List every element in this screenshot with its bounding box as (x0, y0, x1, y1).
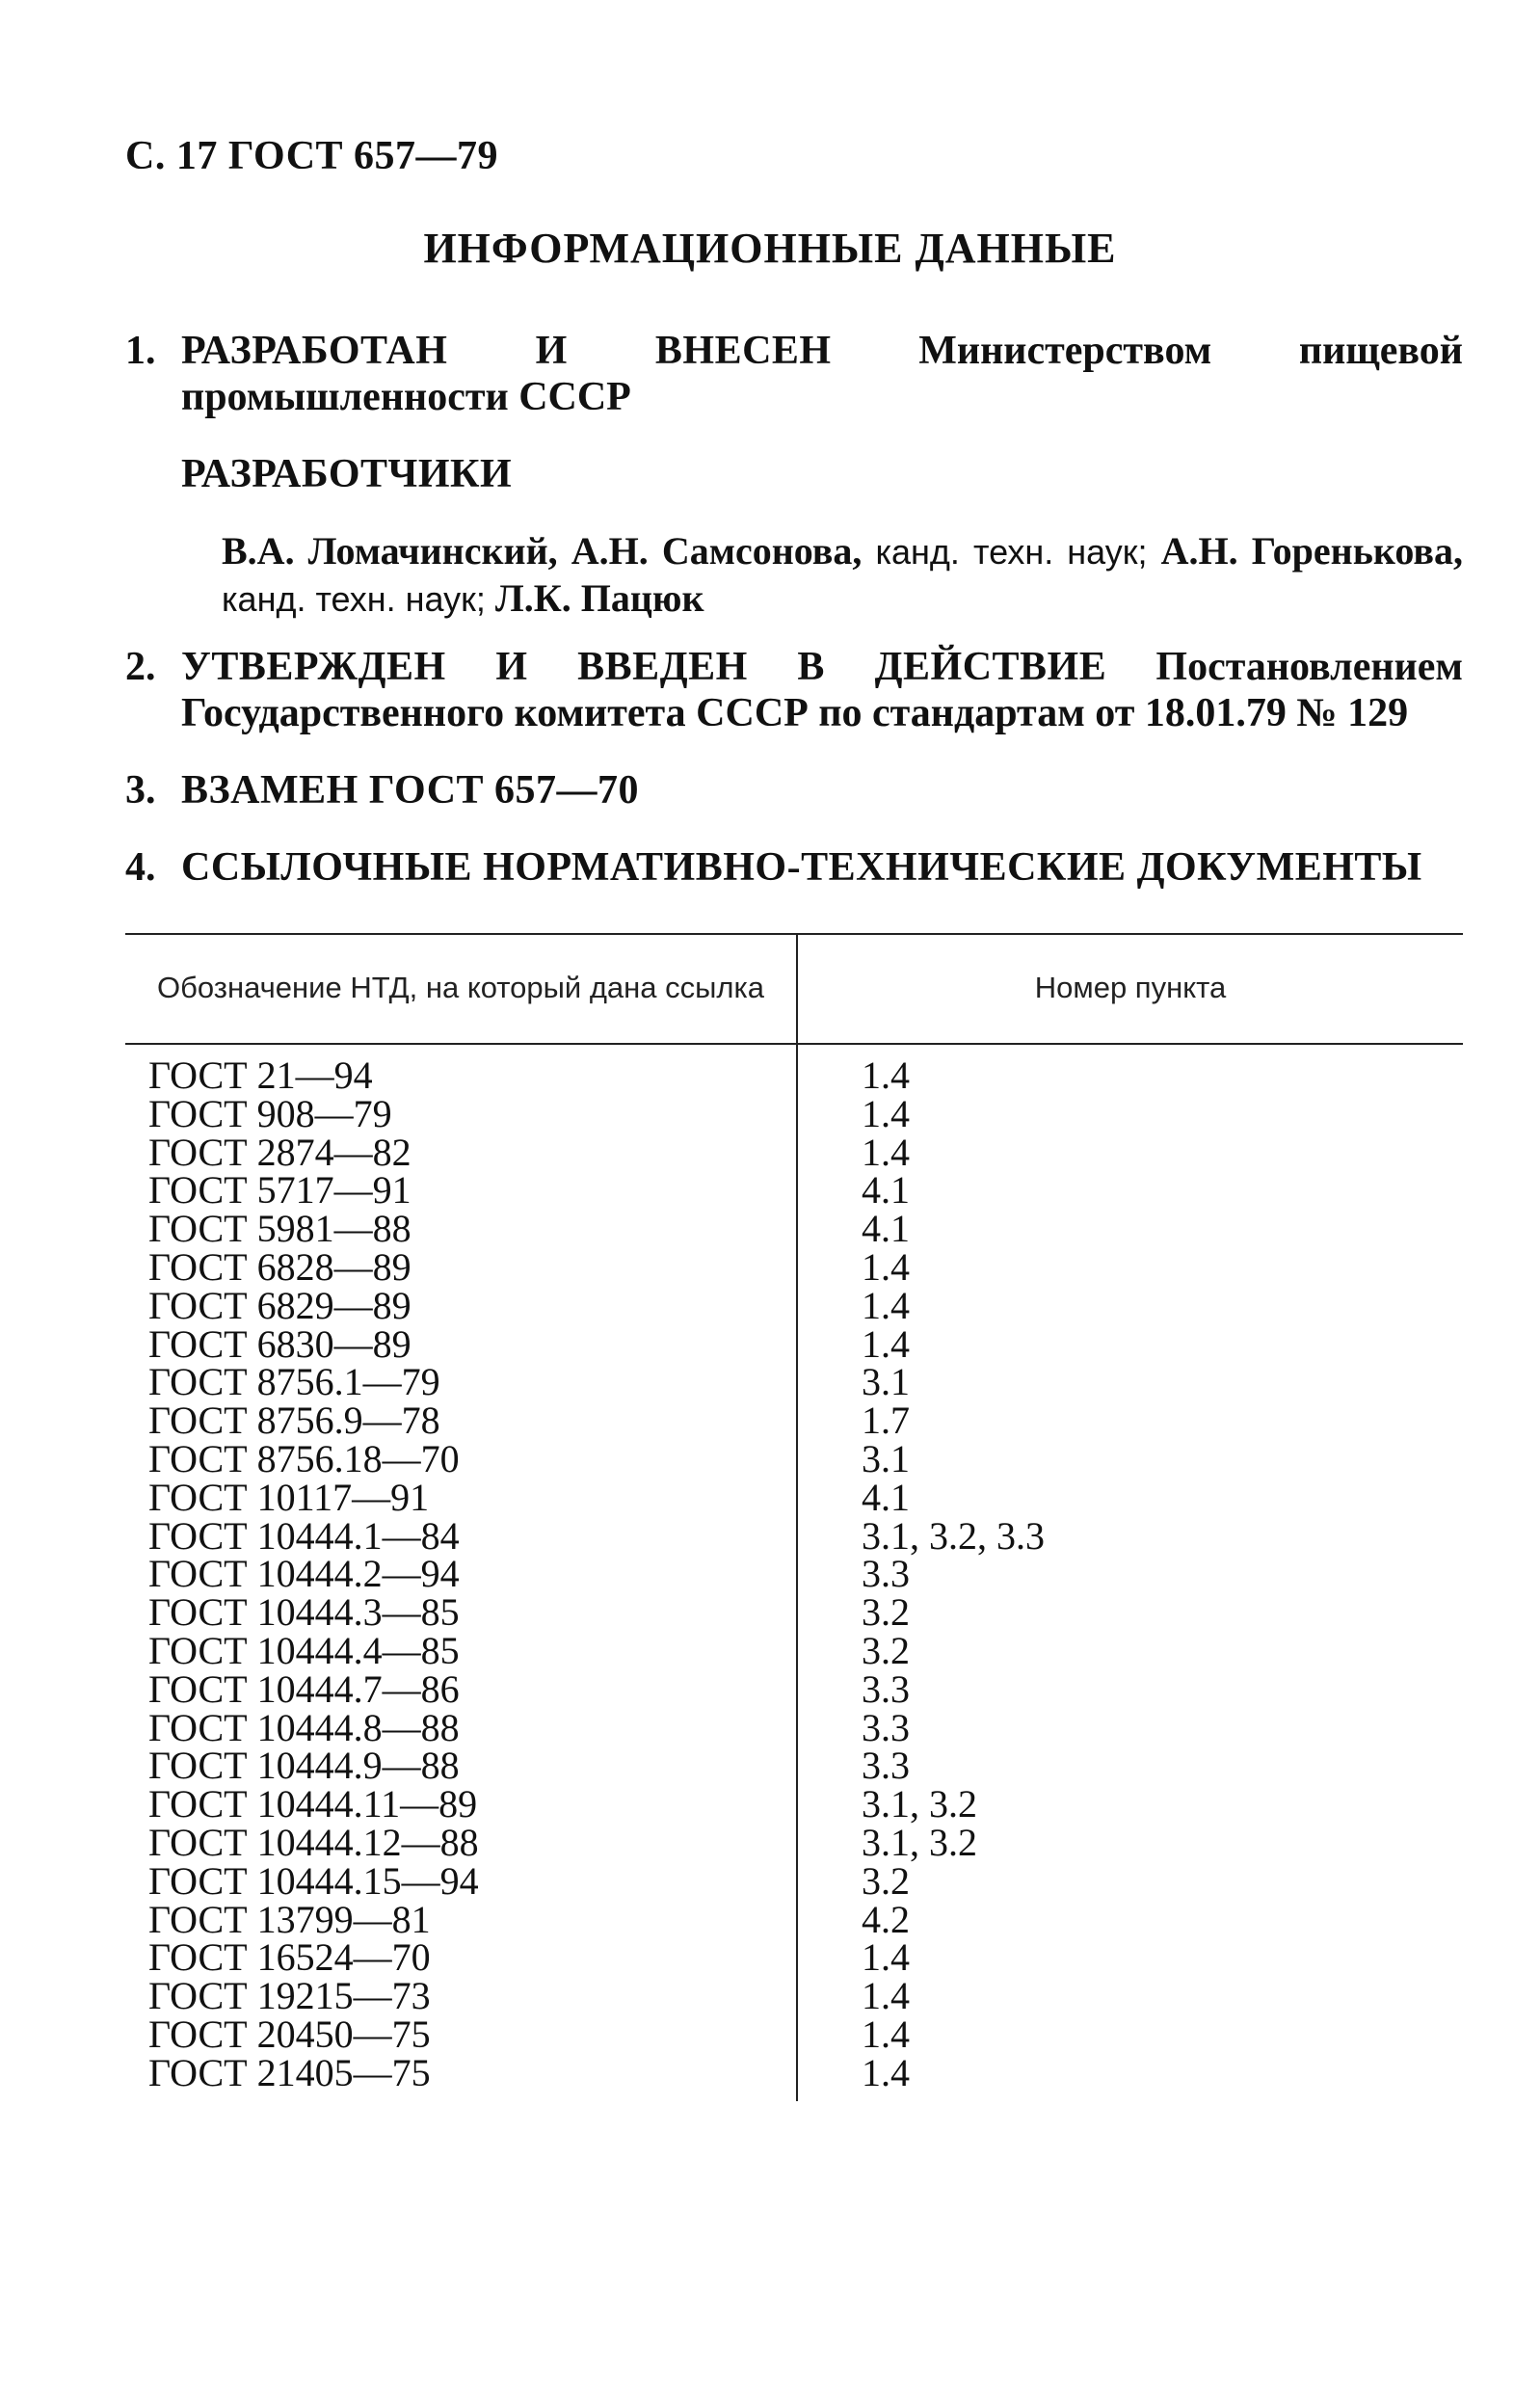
row-clause: 3.3 (862, 1744, 910, 1788)
table-row (125, 2012, 1463, 2056)
table-row (125, 1513, 1463, 1558)
item-1-caps: РАЗРАБОТАН И ВНЕСЕН (181, 329, 832, 373)
row-document: ГОСТ 10444.3—85 (148, 1590, 460, 1635)
table-row (125, 1974, 1463, 2018)
row-clause: 4.2 (862, 1897, 910, 1941)
row-document: ГОСТ 10444.4—85 (148, 1628, 460, 1672)
table-header-document: Обозначение НТД, на который дана ссылка (157, 971, 764, 1004)
table-row (125, 1130, 1463, 1174)
row-document: ГОСТ 10444.1—84 (148, 1513, 460, 1558)
author-2: А.Н. Самсонова, (571, 529, 863, 573)
table-row (125, 1436, 1463, 1480)
item-2-text: Постановлением Государственного комитета СССР по стандартам от 18.01.79 № 129 (181, 645, 1463, 735)
table-row (125, 1744, 1463, 1788)
author-degree-1: канд. техн. наук; (875, 532, 1148, 572)
row-document: ГОСТ 10444.9—88 (148, 1744, 460, 1788)
row-document: ГОСТ 908—79 (148, 1091, 392, 1135)
table-row (125, 1475, 1463, 1519)
item-1-number: 1. (125, 329, 156, 373)
row-document: ГОСТ 8756.1—79 (148, 1360, 440, 1404)
row-clause: 3.1 (862, 1360, 910, 1404)
row-clause: 1.4 (862, 1244, 910, 1289)
table-row (125, 1552, 1463, 1596)
row-document: ГОСТ 10117—91 (148, 1475, 430, 1519)
table-body (125, 1053, 1463, 2094)
row-document: ГОСТ 6829—89 (148, 1283, 412, 1327)
row-clause: 1.4 (862, 1283, 910, 1327)
row-document: ГОСТ 10444.8—88 (148, 1705, 460, 1749)
row-clause: 1.4 (862, 1321, 910, 1366)
table-top-rule (125, 933, 1463, 935)
item-1-text: Министерством пищевой промышленности СССР (181, 329, 1463, 419)
row-document: ГОСТ 5717—91 (148, 1168, 412, 1213)
row-clause: 4.1 (862, 1207, 910, 1251)
row-clause: 1.7 (862, 1399, 910, 1443)
row-document: ГОСТ 10444.2—94 (148, 1552, 460, 1596)
row-document: ГОСТ 16524—70 (148, 1935, 431, 1980)
table-row (125, 1360, 1463, 1404)
row-clause: 3.3 (862, 1705, 910, 1749)
row-clause: 3.3 (862, 1666, 910, 1711)
row-document: ГОСТ 2874—82 (148, 1130, 412, 1174)
table-row (125, 1244, 1463, 1289)
row-clause: 3.3 (862, 1552, 910, 1596)
table-row (125, 1935, 1463, 1980)
row-document: ГОСТ 13799—81 (148, 1897, 431, 1941)
author-4: Л.К. Пацюк (494, 576, 704, 620)
table-row (125, 1858, 1463, 1903)
page-title: ИНФОРМАЦИОННЫЕ ДАННЫЕ (423, 225, 1117, 272)
row-clause: 1.4 (862, 2050, 910, 2094)
row-document: ГОСТ 21405—75 (148, 2050, 431, 2094)
row-document: ГОСТ 8756.18—70 (148, 1436, 460, 1480)
row-clause: 4.1 (862, 1168, 910, 1213)
row-clause: 3.1 (862, 1436, 910, 1480)
row-clause: 1.4 (862, 1053, 910, 1097)
row-document: ГОСТ 10444.12—88 (148, 1820, 479, 1864)
row-clause: 3.1, 3.2 (862, 1782, 977, 1826)
item-4-text: ССЫЛОЧНЫЕ НОРМАТИВНО-ТЕХНИЧЕСКИЕ ДОКУМЕНТЫ (181, 845, 1422, 890)
row-clause: 1.4 (862, 2012, 910, 2056)
item-4-number: 4. (125, 845, 156, 890)
authors-list (222, 528, 1463, 623)
row-clause: 3.1, 3.2 (862, 1820, 977, 1864)
row-clause: 1.4 (862, 1935, 910, 1980)
row-document: ГОСТ 10444.15—94 (148, 1858, 479, 1903)
table-row (125, 1207, 1463, 1251)
author-1: В.А. Ломачинский, (222, 529, 558, 573)
row-clause: 3.2 (862, 1590, 910, 1635)
item-4 (125, 844, 1463, 891)
table-row (125, 1590, 1463, 1635)
row-document: ГОСТ 20450—75 (148, 2012, 431, 2056)
item-2-number: 2. (125, 645, 156, 689)
row-clause: 1.4 (862, 1974, 910, 2018)
table-row (125, 1053, 1463, 1097)
item-3-text: ВЗАМЕН ГОСТ 657—70 (181, 768, 640, 813)
row-clause: 1.4 (862, 1130, 910, 1174)
row-clause: 3.2 (862, 1858, 910, 1903)
table-row (125, 1283, 1463, 1327)
row-clause: 3.2 (862, 1628, 910, 1672)
row-document: ГОСТ 6828—89 (148, 1244, 412, 1289)
row-clause: 3.1, 3.2, 3.3 (862, 1513, 1045, 1558)
table-row (125, 1321, 1463, 1366)
row-document: ГОСТ 21—94 (148, 1053, 373, 1097)
table-row (125, 1399, 1463, 1443)
table-row (125, 1705, 1463, 1749)
row-document: ГОСТ 19215—73 (148, 1974, 431, 2018)
item-1 (125, 328, 1463, 420)
item-2-caps: УТВЕРЖДЕН И ВВЕДЕН В ДЕЙСТВИЕ (181, 645, 1107, 689)
table-row (125, 1820, 1463, 1864)
table-row (125, 1168, 1463, 1213)
author-3: А.Н. Горенькова, (1160, 529, 1463, 573)
row-document: ГОСТ 5981—88 (148, 1207, 412, 1251)
table-row (125, 1782, 1463, 1826)
table-row (125, 1628, 1463, 1672)
item-3-number: 3. (125, 768, 156, 813)
item-2 (125, 644, 1463, 736)
table-row (125, 2050, 1463, 2094)
page-header: С. 17 ГОСТ 657—79 (125, 134, 499, 178)
table-header-rule (125, 1043, 1463, 1045)
row-document: ГОСТ 10444.11—89 (148, 1782, 478, 1826)
table-row (125, 1091, 1463, 1135)
row-clause: 4.1 (862, 1475, 910, 1519)
developers-heading: РАЗРАБОТЧИКИ (181, 452, 513, 496)
author-degree-2: канд. техн. наук; (222, 579, 486, 619)
table-row (125, 1897, 1463, 1941)
row-document: ГОСТ 6830—89 (148, 1321, 412, 1366)
row-document: ГОСТ 8756.9—78 (148, 1399, 440, 1443)
row-document: ГОСТ 10444.7—86 (148, 1666, 460, 1711)
table-row (125, 1666, 1463, 1711)
row-clause: 1.4 (862, 1091, 910, 1135)
table-header-clause: Номер пункта (1034, 971, 1227, 1004)
item-3 (125, 767, 1463, 813)
